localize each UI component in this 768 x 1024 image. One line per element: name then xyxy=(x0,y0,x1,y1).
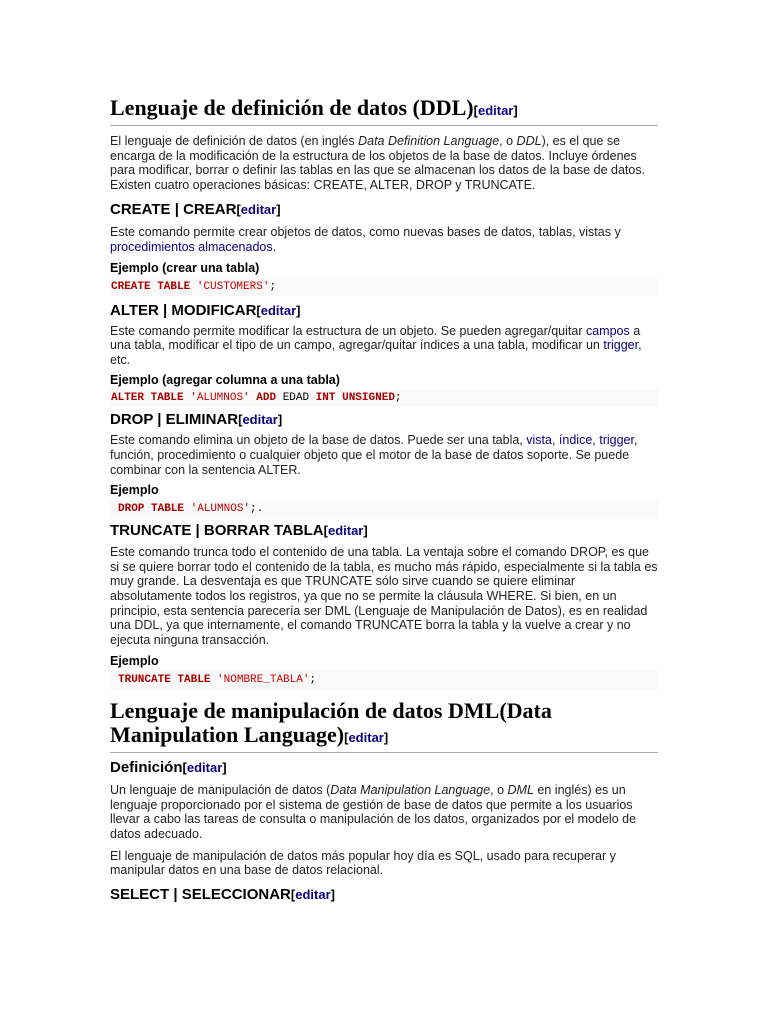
vista-link[interactable]: vista xyxy=(526,433,552,448)
edit-link[interactable]: editar xyxy=(348,730,384,746)
example-label: Ejemplo xyxy=(110,654,159,669)
dml-sql-paragraph: El lenguaje de manipulación de datos más popular hoy día es SQL, usado para recuperar y manipular datos en una base de datos relacional. xyxy=(110,848,616,878)
edit-link-wrapper: [editar] xyxy=(473,103,518,118)
indice-link[interactable]: índice xyxy=(558,433,593,448)
code-block: DROP TABLE 'ALUMNOS';. xyxy=(110,500,658,518)
section-title: Lenguaje de manipulación de datos DML(Data Manipulation Language) xyxy=(110,698,552,748)
edit-link-wrapper: [editar] xyxy=(323,523,368,539)
trigger-link[interactable]: trigger xyxy=(603,338,639,353)
section-heading-ddl xyxy=(110,96,658,126)
section-title: Lenguaje de definición de datos (DDL) xyxy=(110,95,474,120)
edit-link[interactable]: editar xyxy=(242,412,278,428)
section-heading-dml xyxy=(110,699,658,753)
subsection-heading-select: SELECT | SELECCIONAR[editar] xyxy=(110,885,335,903)
example-label: Ejemplo (crear una tabla) xyxy=(110,260,260,275)
edit-link[interactable]: editar xyxy=(240,202,277,218)
dml-definition-paragraph: Un lenguaje de manipulación de datos (Data Manipulation Language, o DML en inglés) es un lenguaje proporcionado por el sistema de gestión de base de datos que permite a los usuarios llevar a cabo las tareas de consulta o manipulación de los datos, organizados por el modelo de datos adecuado. xyxy=(110,783,637,842)
edit-link-wrapper: [editar] xyxy=(238,412,283,428)
edit-link-wrapper: [editar] xyxy=(344,730,389,746)
edit-link-wrapper: [editar] xyxy=(256,302,301,318)
code-block: CREATE TABLE 'CUSTOMERS'; xyxy=(110,278,658,296)
subsection-heading-truncate: TRUNCATE | BORRAR TABLA[editar] xyxy=(110,522,368,540)
example-label: Ejemplo xyxy=(110,483,159,498)
create-paragraph: Este comando permite crear objetos de datos, como nuevas bases de datos, tablas, vistas y procedimientos almacenados. xyxy=(110,225,621,254)
subsection-heading-drop: DROP | ELIMINAR[editar] xyxy=(110,411,283,429)
edit-link[interactable]: editar xyxy=(260,302,297,318)
subsection-heading-definicion: Definición[editar] xyxy=(110,759,227,777)
ddl-intro-paragraph: El lenguaje de definición de datos (en inglés Data Definition Language, o DDL), es el que se encarga de la modificación de la estructura de los objetos de la base de datos. Incluye órdenes para modificar, borrar o definir las tablas en las que se almacenan los datos de la base de datos. Existen cuatro operaciones básicas: CREATE, ALTER, DROP y TRUNCATE. xyxy=(110,134,646,192)
edit-link[interactable]: editar xyxy=(186,760,223,776)
drop-paragraph: Este comando elimina un objeto de la base de datos. Puede ser una tabla, vista, índice, trigger, función, procedimiento o cualquier objeto que el motor de la base de datos soporte. Se puede combinar con la sentencia ALTER. xyxy=(110,433,638,477)
edit-link-wrapper: [editar] xyxy=(182,760,227,776)
code-block: ALTER TABLE 'ALUMNOS' ADD EDAD INT UNSIGNED; xyxy=(110,389,658,407)
edit-link[interactable]: editar xyxy=(295,886,331,902)
truncate-paragraph: Este comando trunca todo el contenido de una tabla. La ventaja sobre el comando DROP, es que si se quiere borrar todo el contenido de la tabla, es mucho más rápido, especialmente si la tabla es muy grande. La desventaja es que TRUNCATE sólo sirve cuando se quiere eliminar absolutamente todos los registros, ya que no se permite la cláusula WHERE. Si bien, en un principio, esta sentencia parecería ser DML (Lenguaje de Manipulación de Datos), es en realidad una DDL, ya que internamente, el comando TRUNCATE borra la tabla y la vuelve a crear y no ejecuta ninguna transacción. xyxy=(110,545,658,647)
subsection-heading-create: CREATE | CREAR[editar] xyxy=(110,201,281,219)
edit-link-wrapper: [editar] xyxy=(236,202,281,218)
edit-link[interactable]: editar xyxy=(477,103,514,118)
campos-link[interactable]: campos xyxy=(585,323,630,338)
edit-link[interactable]: editar xyxy=(327,523,364,539)
article-content xyxy=(110,96,658,904)
alter-paragraph: Este comando permite modificar la estructura de un objeto. Se pueden agregar/quitar campos a una tabla, modificar el tipo de un campo, agregar/quitar índices a una tabla, modificar un trigger, etc. xyxy=(110,323,642,367)
code-block: TRUNCATE TABLE 'NOMBRE_TABLA'; xyxy=(110,671,658,689)
procedimientos-link[interactable]: procedimientos almacenados xyxy=(110,239,273,254)
trigger-link[interactable]: trigger xyxy=(599,433,634,448)
subsection-heading-alter: ALTER | MODIFICAR[editar] xyxy=(110,301,301,319)
example-label: Ejemplo (agregar columna a una tabla) xyxy=(110,373,340,388)
edit-link-wrapper: [editar] xyxy=(290,886,335,902)
